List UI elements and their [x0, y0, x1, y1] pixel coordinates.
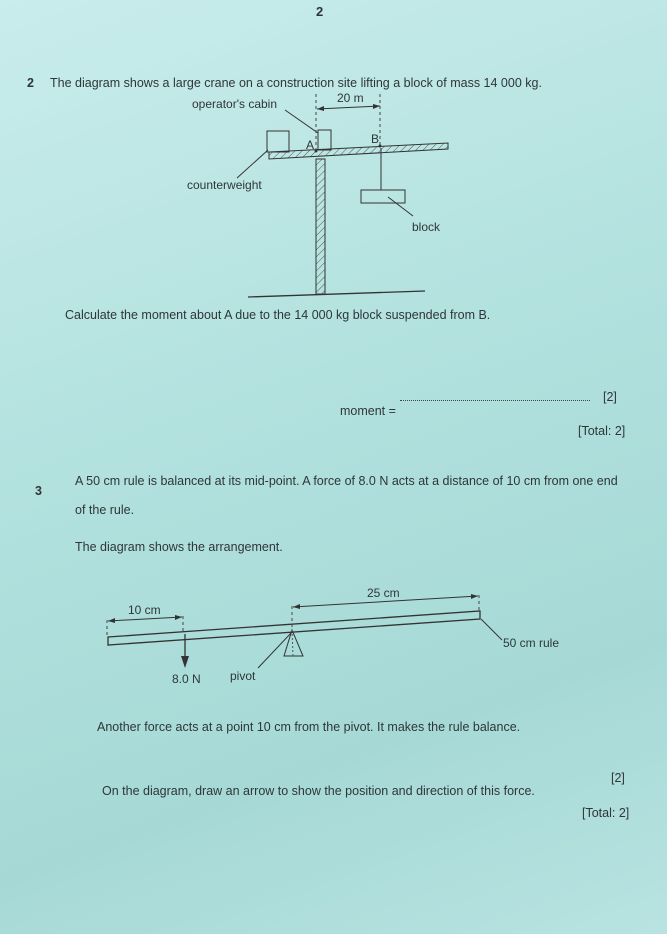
label-operator-cabin: operator's cabin	[192, 97, 278, 111]
label-25cm: 25 cm	[367, 586, 400, 600]
question-2-text: The diagram shows a large crane on a construction site lifting a block of mass 14 000 kg.	[50, 76, 542, 90]
label-point-b: B	[371, 132, 380, 146]
label-pivot: pivot	[230, 669, 256, 683]
crane-tower	[316, 159, 325, 294]
point-a-marker	[315, 150, 318, 153]
question-3-intro: The diagram shows the arrangement.	[75, 540, 283, 554]
counterweight-pointer	[237, 150, 268, 178]
question-3-text-line2: of the rule.	[75, 503, 135, 517]
block-pointer	[388, 197, 413, 216]
label-10cm: 10 cm	[128, 603, 161, 617]
question-2-prompt: Calculate the moment about A due to the 14 000 kg block suspended from B.	[65, 308, 491, 322]
answer-line[interactable]	[400, 400, 590, 401]
label-counterweight: counterweight	[187, 178, 262, 192]
question-3-marks: [2]	[611, 771, 625, 785]
question-3-number: 3	[35, 484, 42, 498]
crane-jib	[269, 143, 448, 159]
pivot-pointer	[258, 632, 292, 668]
question-3-statement: Another force acts at a point 10 cm from the pivot. It makes the rule balance.	[97, 720, 521, 734]
question-3-text-line1: A 50 cm rule is balanced at its mid-point. A force of 8.0 N acts at a distance of 10 cm from one end	[75, 474, 618, 488]
rule-pointer	[481, 619, 502, 640]
label-50cm-rule: 50 cm rule	[503, 636, 560, 650]
label-point-a: A	[306, 138, 315, 152]
block-box	[361, 190, 405, 203]
question-3-total: [Total: 2]	[582, 806, 630, 820]
question-2-total: [Total: 2]	[578, 424, 626, 438]
label-force: 8.0 N	[172, 672, 201, 686]
rule-bar	[108, 611, 480, 645]
page-number: 2	[316, 4, 324, 19]
counterweight-box	[267, 131, 289, 152]
question-3-instruction: On the diagram, draw an arrow to show the position and direction of this force.	[102, 784, 535, 798]
pivot-triangle	[284, 630, 303, 656]
question-2-marks: [2]	[603, 390, 617, 404]
label-block: block	[412, 220, 441, 234]
force-arrowhead	[181, 656, 189, 668]
question-2-number: 2	[27, 76, 34, 90]
operator-cabin-box	[318, 130, 331, 150]
cabin-pointer	[285, 110, 318, 133]
label-distance-20m: 20 m	[337, 91, 364, 105]
answer-label: moment =	[340, 404, 396, 418]
ground-line	[248, 291, 425, 297]
